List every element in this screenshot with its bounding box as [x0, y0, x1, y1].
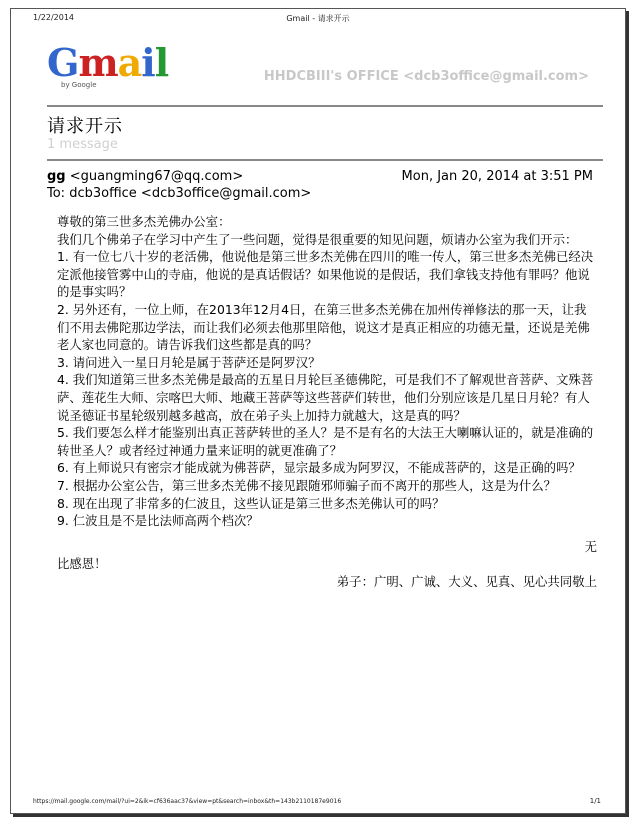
body-line: 1. 有一位七八十岁的老活佛，他说他是第三世多杰羌佛在四川的唯一传人，第三世多杰羌佛已经决定派他接管雾中山的寺庙，他说的是真话假话？如果他说的是假话，我们拿钱支持他有罪吗？他说的是事实吗？: [57, 249, 594, 300]
logo-letter: G: [47, 40, 79, 85]
sender: [47, 169, 243, 184]
body-line: 5. 我们要怎么样才能鉴别出真正菩萨转世的圣人？是不是有名的大法王大喇嘛认证的，就是准确的转世圣人？或者经过神通力量来证明的就更准确了？: [57, 425, 594, 458]
logo-letter: m: [78, 40, 118, 85]
sender-email: <guangming67@qq.com>: [69, 169, 244, 184]
printed-page: [10, 8, 626, 814]
body-line: 7. 根据办公室公告，第三世多杰羌佛不接见跟随邪师骗子而不离开的那些人，这是为什么？: [57, 477, 556, 493]
body-line: 8. 现在出现了非常多的仁波且，这些认证是第三世多杰羌佛认可的吗？: [57, 495, 445, 511]
body-line: 2. 另外还有，一位上师，在2013年12月4日，在第三世多杰羌佛在加州传禅修法的那一天，让我们不用去佛陀那边学法，而让我们必须去他那里陪他，说这才是真正相应的功德无量，还说是羌佛老人家也同意的。请告诉我们这些都是真的吗？: [57, 301, 590, 353]
print-date: 1/22/2014: [33, 13, 75, 22]
account-label: HHDCBIII's OFFICE <dcb3office@gmail.com>: [263, 69, 589, 84]
logo-letter: l: [154, 40, 169, 85]
body-line: 9. 仁波且是不是比法师高两个档次？: [57, 513, 259, 529]
print-title: Gmail - 请求开示: [286, 14, 350, 23]
message-body: [57, 213, 597, 590]
signature: 弟子：广明、广诚、大义、见真、见心共同敬上: [336, 573, 597, 589]
body-line: 我们几个佛弟子在学习中产生了一些问题，觉得是很重要的知见问题，烦请办公室为我们开示：: [57, 231, 578, 247]
divider: [47, 105, 603, 107]
divider: [47, 159, 603, 161]
print-url: https://mail.google.com/mail/?ui=2&ik=cf636aac37&view=pt&search=inbox&th=143b2110187e9016: [33, 798, 342, 805]
gmail-logo: [47, 40, 169, 93]
sender-name: gg: [47, 169, 66, 184]
print-page-number: 1/1: [589, 797, 601, 805]
logo-byline: by Google: [61, 81, 97, 89]
body-line: 尊敬的第三世多杰羌佛办公室：: [57, 214, 231, 229]
thread-subject: 请求开示: [47, 116, 123, 137]
logo-letter: a: [117, 40, 142, 85]
closing-right: 无: [584, 538, 597, 554]
body-line: 6. 有上师说只有密宗才能成就为佛菩萨，显宗最多成为阿罗汉，不能成菩萨的，这是正确的吗？: [57, 460, 581, 476]
logo-letter: i: [141, 40, 155, 85]
recipient: To: dcb3office <dcb3office@gmail.com>: [47, 186, 312, 201]
body-line: 3. 请问进入一星日月轮是属于菩萨还是阿罗汉？: [57, 354, 321, 370]
body-line: 4. 我们知道第三世多杰羌佛是最高的五星日月轮巨圣德佛陀，可是我们不了解观世音菩萨、文殊菩萨、莲花生大师、宗喀巴大师、地藏王菩萨等这些菩萨们转世，他们分别应该是几星日月轮？有人说圣德证书星轮级别越多越高，放在弟子头上加持力就越大，这是真的吗？: [57, 372, 594, 423]
message-date: Mon, Jan 20, 2014 at 3:51 PM: [401, 169, 593, 184]
closing-left: 比感恩！: [57, 556, 107, 572]
message-count: 1 message: [47, 137, 118, 152]
